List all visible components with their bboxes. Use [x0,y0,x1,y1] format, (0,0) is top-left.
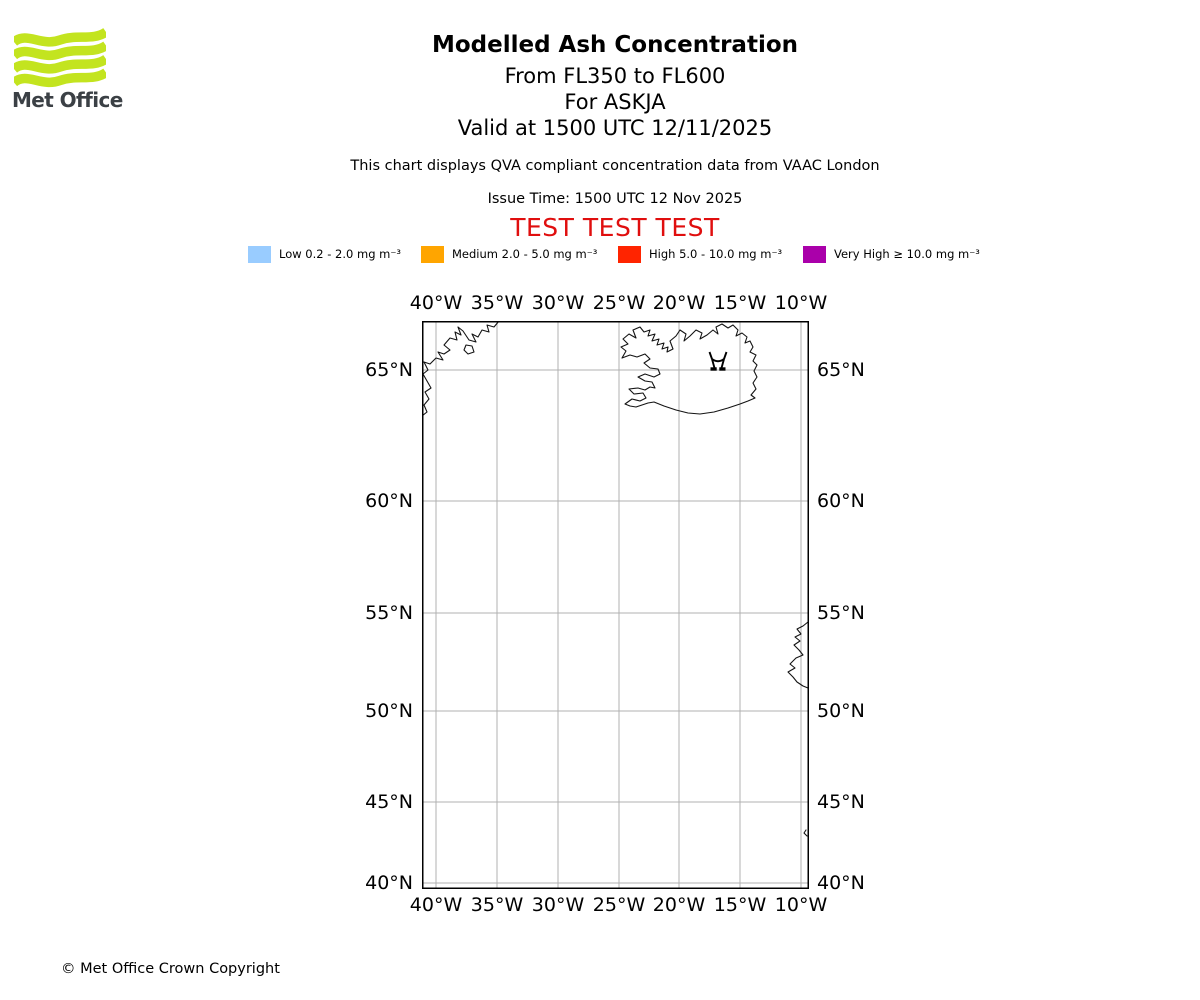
flight-level-subtitle: From FL350 to FL600 [504,64,726,88]
met-office-logo-text: Met Office [12,88,123,112]
lon-label-bottom-30w: 30°W [531,894,585,916]
met-office-logo-waves-icon [14,27,106,89]
lon-label-top-20w: 20°W [652,292,706,314]
volcano-icon [710,352,727,371]
greenland-coastline [422,321,499,416]
low-swatch-icon [248,246,271,263]
lat-label-right-45n: 45°N [817,791,865,813]
lon-label-bottom-25w: 25°W [592,894,646,916]
lon-label-bottom-35w: 35°W [470,894,524,916]
lon-label-top-15w: 15°W [713,292,767,314]
legend-item-low [248,245,401,263]
lat-label-right-40n: 40°N [817,872,865,894]
legend-label-medium: Medium 2.0 - 5.0 mg m⁻³ [452,247,598,261]
legend-label-very-high: Very High ≥ 10.0 mg m⁻³ [834,247,980,261]
coastlines [422,321,808,836]
lon-label-top-40w: 40°W [409,292,463,314]
legend-item-very-high [803,245,980,263]
volcano-subtitle: For ASKJA [564,90,666,114]
lat-label-left-65n: 65°N [365,359,413,381]
copyright-notice: © Met Office Crown Copyright [61,961,280,977]
iceland-coastline [621,324,757,414]
legend-item-medium [421,245,597,263]
lat-label-right-55n: 55°N [817,602,865,624]
lat-label-right-65n: 65°N [817,359,865,381]
valid-time-subtitle: Valid at 1500 UTC 12/11/2025 [457,116,773,140]
very-high-swatch-icon [803,246,826,263]
lon-label-top-10w: 10°W [774,292,828,314]
legend-item-high [618,245,782,263]
high-swatch-icon [618,246,641,263]
lat-label-left-40n: 40°N [365,872,413,894]
map-canvas [422,321,809,889]
lat-label-right-60n: 60°N [817,490,865,512]
lon-label-bottom-10w: 10°W [774,894,828,916]
lat-label-left-60n: 60°N [365,490,413,512]
lon-label-bottom-15w: 15°W [713,894,767,916]
legend-label-low: Low 0.2 - 2.0 mg m⁻³ [279,247,402,261]
lat-label-left-45n: 45°N [365,791,413,813]
compliance-note: This chart displays QVA compliant concentration data from VAAC London [350,158,880,174]
lat-label-left-55n: 55°N [365,602,413,624]
ireland-coastline [788,622,808,688]
spain-coastline [804,830,807,836]
map-frame [423,322,809,889]
medium-swatch-icon [421,246,444,263]
lat-label-left-50n: 50°N [365,700,413,722]
issue-time: Issue Time: 1500 UTC 12 Nov 2025 [487,191,743,207]
legend-label-high: High 5.0 - 10.0 mg m⁻³ [649,247,783,261]
page-title: Modelled Ash Concentration [431,32,799,58]
lon-label-bottom-40w: 40°W [409,894,463,916]
graticule-grid [422,321,809,889]
lat-label-right-50n: 50°N [817,700,865,722]
lon-label-top-25w: 25°W [592,292,646,314]
lon-label-bottom-20w: 20°W [652,894,706,916]
lon-label-top-35w: 35°W [470,292,524,314]
lon-label-top-30w: 30°W [531,292,585,314]
test-banner: TEST TEST TEST [510,213,720,242]
greenland-island [464,345,474,354]
